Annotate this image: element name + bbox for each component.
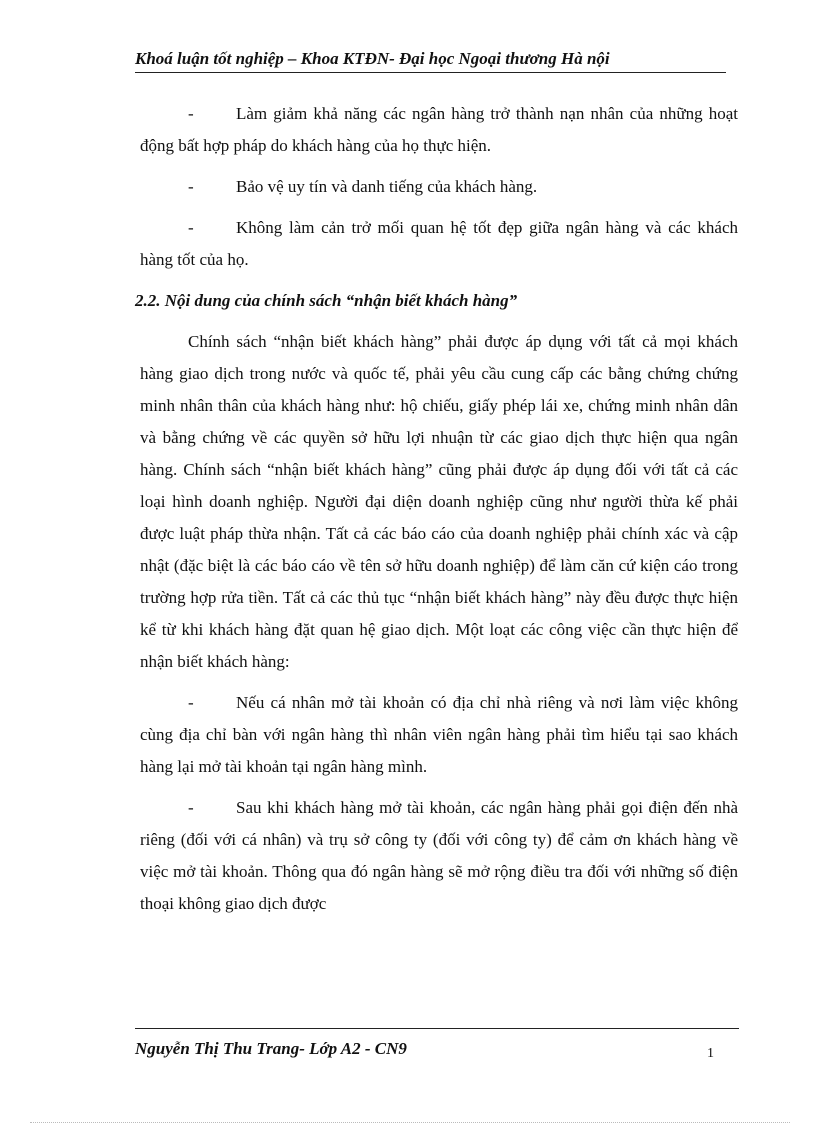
bullet-text: Sau khi khách hàng mở tài khoản, các ngân hàng phải gọi điện đến nhà riêng (đối với cá nhân) và trụ sở công ty (đối với công ty) để cảm ơn khách hàng về việc mở tài khoản. Thông qua đó ngân hàng sẽ mở rộng điều tra đối với những số điện thoại không giao dịch được: [140, 798, 738, 913]
bullet-dash: -: [188, 104, 194, 123]
footer-divider: [135, 1028, 739, 1029]
document-body: [135, 98, 738, 929]
bullet-item: [140, 792, 738, 920]
bullet-text: Làm giảm khả năng các ngân hàng trở thành nạn nhân của những hoạt động bất hợp pháp do khách hàng của họ thực hiện.: [140, 104, 738, 155]
bullet-dash: -: [188, 798, 194, 817]
main-paragraph: Chính sách “nhận biết khách hàng” phải được áp dụng với tất cả mọi khách hàng giao dịch trong nước và quốc tế, phải yêu cầu cung cấp các bằng chứng chứng minh nhân thân của khách hàng như: hộ chiếu, giấy phép lái xe, chứng minh nhân dân và bằng chứng về các quyền sở hữu lợi nhuận từ các giao dịch thực hiện qua ngân hàng. Chính sách “nhận biết khách hàng” cũng phải được áp dụng đối với tất cả các loại hình doanh nghiệp. Người đại diện doanh nghiệp cũng như người thừa kế phải được luật pháp thừa nhận. Tất cả các báo cáo của doanh nghiệp phải chính xác và cập nhật (đặc biệt là các báo cáo về tên sở hữu doanh nghiệp) để làm căn cứ kiện cáo trong trường hợp rửa tiền. Tất cả các thủ tục “nhận biết khách hàng” này đều được thực hiện kể từ khi khách hàng đặt quan hệ giao dịch. Một loạt các công việc cần thực hiện để nhận biết khách hàng:: [140, 332, 738, 671]
page-header: [135, 48, 726, 73]
bullet-item: [140, 212, 738, 276]
bullet-text: Bảo vệ uy tín và danh tiếng của khách hàng.: [236, 177, 538, 196]
footer-author: Nguyễn Thị Thu Trang- Lớp A2 - CN9: [135, 1039, 407, 1058]
bullet-item: [140, 98, 738, 162]
bullet-item: [140, 687, 738, 783]
bullet-dash: -: [188, 177, 194, 196]
header-title: Khoá luận tốt nghiệp – Khoa KTĐN- Đại học Ngoại thương Hà nội: [135, 49, 610, 68]
bullet-text: Nếu cá nhân mở tài khoản có địa chỉ nhà riêng và nơi làm việc không cùng địa chỉ bàn với ngân hàng thì nhân viên ngân hàng phải tìm hiểu tại sao khách hàng lại mở tài khoản tại ngân hàng mình.: [140, 693, 738, 776]
bullet-text: Không làm cản trở mối quan hệ tốt đẹp giữa ngân hàng và các khách hàng tốt của họ.: [140, 218, 738, 269]
bullet-item: [140, 171, 738, 203]
bullet-dash: -: [188, 693, 194, 712]
bullet-dash: -: [188, 218, 194, 237]
section-heading: 2.2. Nội dung của chính sách “nhận biết khách hàng”: [135, 291, 518, 310]
page-number: 1: [707, 1046, 714, 1061]
